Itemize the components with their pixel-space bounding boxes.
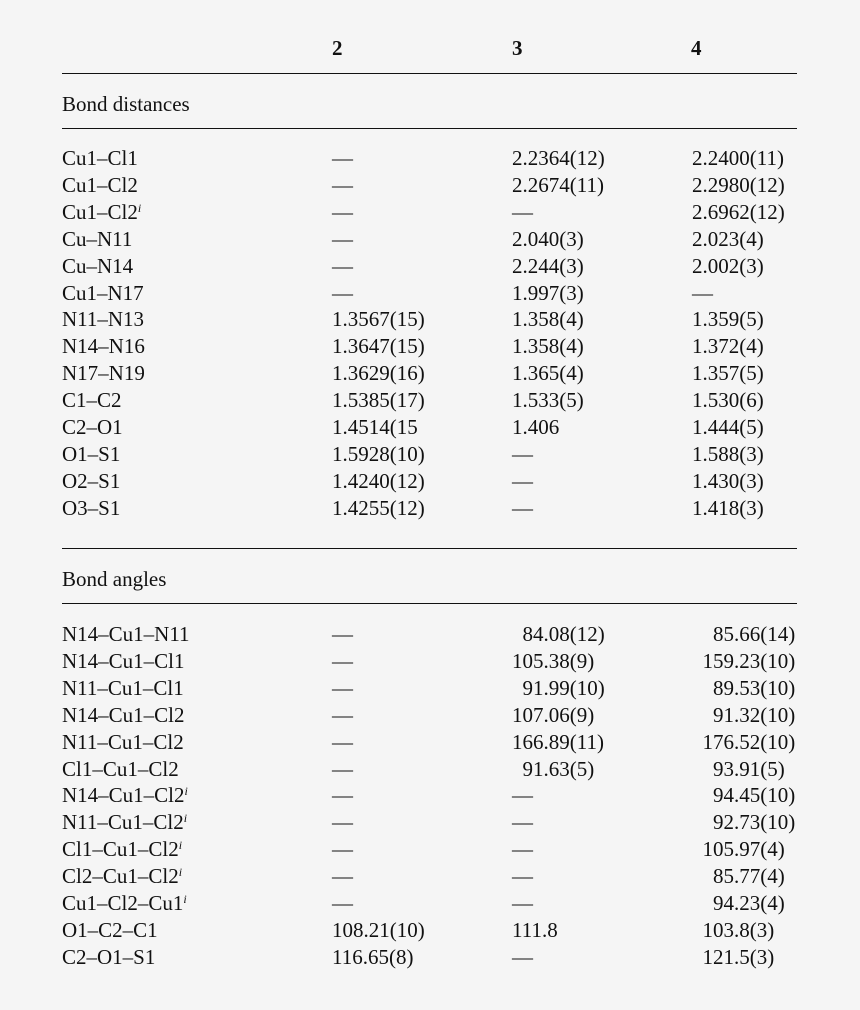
table-row <box>62 648 818 675</box>
value-cell-compound-4: 176.52(10) <box>702 729 796 754</box>
bond-label-cell <box>62 333 332 360</box>
value-cell-compound-4: 1.359(5) <box>692 307 764 332</box>
value-cell-compound-3: — <box>512 468 533 493</box>
bond-label: Cu1–Cl2 <box>62 172 138 197</box>
bond-label-cell <box>62 809 332 836</box>
bond-label-cell <box>62 863 332 890</box>
bond-label: Cl1–Cu1–Cl2 <box>62 837 179 862</box>
column-header-4: 4 <box>691 36 702 60</box>
value-cell-compound-3: 91.63(5) <box>522 756 595 781</box>
bond-label: N17–N19 <box>62 361 145 386</box>
value-cell-compound-2: — <box>332 226 353 251</box>
bond-label: N14–Cu1–Cl2 <box>62 702 185 727</box>
symmetry-superscript: i <box>178 865 183 880</box>
value-cell-compound-3: — <box>512 810 533 835</box>
value-cell-compound-3: 84.08(12) <box>522 622 605 646</box>
bond-label-cell <box>62 890 332 917</box>
value-cell-compound-2: 1.3567(15) <box>332 307 425 332</box>
bond-label-cell <box>62 468 332 495</box>
bond-label: Cu–N11 <box>62 226 133 251</box>
bond-label-cell <box>62 172 332 199</box>
table-row <box>62 675 818 702</box>
bond-label-cell <box>62 360 332 387</box>
bond-label-cell <box>62 414 332 441</box>
table-row <box>62 145 797 172</box>
bond-label: C2–O1 <box>62 415 123 440</box>
value-cell-compound-3: 166.89(11) <box>512 729 604 754</box>
value-cell-compound-2: 1.5928(10) <box>332 441 425 466</box>
table-row <box>62 360 797 387</box>
value-cell-compound-2: — <box>332 702 353 727</box>
bond-label: N11–N13 <box>62 307 145 332</box>
section-title-bond-distances: Bond distances <box>62 92 190 116</box>
table-row <box>62 468 797 495</box>
value-cell-compound-4: 85.66(14) <box>713 622 796 646</box>
value-cell-compound-3: 2.244(3) <box>512 253 584 278</box>
value-cell-compound-4: 103.8(3) <box>702 917 775 942</box>
symmetry-superscript: i <box>183 811 188 826</box>
value-cell-compound-3: — <box>512 783 533 808</box>
bond-label-cell <box>62 648 332 675</box>
symmetry-superscript: i <box>184 784 188 799</box>
table-row <box>62 782 818 809</box>
bond-label: N11–Cu1–Cl2 <box>62 810 184 835</box>
bond-label-cell <box>62 944 332 971</box>
bond-label: Cl2–Cu1–Cl2 <box>62 864 179 889</box>
bond-label: Cu–N14 <box>62 253 134 278</box>
value-cell-compound-4: 94.45(10) <box>713 783 796 808</box>
bond-label-cell <box>62 495 332 522</box>
table-row <box>62 917 818 944</box>
section-divider-rule <box>62 548 797 549</box>
value-cell-compound-2: — <box>332 648 353 673</box>
bond-label-cell <box>62 621 332 648</box>
table-row <box>62 441 797 468</box>
symmetry-superscript: i <box>183 892 187 907</box>
table-row <box>62 621 818 648</box>
bond-label-cell <box>62 306 332 333</box>
value-cell-compound-3: 105.38(9) <box>512 648 595 673</box>
table-row <box>62 199 797 226</box>
value-cell-compound-4: 2.6962(12) <box>692 199 785 224</box>
bond-label-cell <box>62 145 332 172</box>
value-cell-compound-2: — <box>332 891 353 916</box>
value-cell-compound-3: — <box>512 837 533 862</box>
bond-label-cell <box>62 675 332 702</box>
table-row <box>62 253 797 280</box>
value-cell-compound-2: 1.3629(16) <box>332 361 425 386</box>
bond-label-cell <box>62 441 332 468</box>
bond-label: N14–Cu1–Cl1 <box>62 648 185 673</box>
table-row <box>62 729 818 756</box>
table-row <box>62 756 818 783</box>
value-cell-compound-3: 2.2674(11) <box>512 172 604 197</box>
value-cell-compound-3: 1.997(3) <box>512 280 584 305</box>
value-cell-compound-3: — <box>512 495 533 520</box>
table-row <box>62 306 797 333</box>
value-cell-compound-3: 111.8 <box>512 917 558 942</box>
value-cell-compound-4: 1.588(3) <box>692 441 764 466</box>
bond-label-cell <box>62 280 332 307</box>
bond-label: N14–Cu1–N11 <box>62 622 190 646</box>
bond-label: Cu1–Cl2–Cu1 <box>62 891 184 916</box>
value-cell-compound-2: — <box>332 622 353 646</box>
value-cell-compound-3: 107.06(9) <box>512 702 595 727</box>
value-cell-compound-4: 2.023(4) <box>692 226 764 251</box>
table-row <box>62 280 797 307</box>
bond-distances-table <box>62 145 797 522</box>
table-row <box>62 172 797 199</box>
table-row <box>62 809 818 836</box>
table-row <box>62 890 818 917</box>
value-cell-compound-2: 1.3647(15) <box>332 334 425 359</box>
bond-label: N11–Cu1–Cl2 <box>62 729 184 754</box>
value-cell-compound-2: — <box>332 280 353 305</box>
bond-label: Cu1–Cl2 <box>62 199 138 224</box>
value-cell-compound-4: 2.002(3) <box>692 253 764 278</box>
value-cell-compound-3: — <box>512 199 533 224</box>
value-cell-compound-4: 1.357(5) <box>692 361 764 386</box>
table-row <box>62 702 818 729</box>
value-cell-compound-4: — <box>692 280 713 305</box>
table-row <box>62 944 818 971</box>
bond-label: O1–C2–C1 <box>62 917 158 942</box>
bond-label-cell <box>62 387 332 414</box>
value-cell-compound-3: — <box>512 441 533 466</box>
value-cell-compound-3: — <box>512 944 533 969</box>
table-row <box>62 495 797 522</box>
table-row <box>62 333 797 360</box>
value-cell-compound-2: — <box>332 146 353 170</box>
bond-label-cell <box>62 782 332 809</box>
bond-label: N14–N16 <box>62 334 145 359</box>
table-row <box>62 226 797 253</box>
value-cell-compound-2: 108.21(10) <box>332 917 425 942</box>
value-cell-compound-3: 1.358(4) <box>512 307 584 332</box>
value-cell-compound-3: 2.2364(12) <box>512 146 605 170</box>
value-cell-compound-4: 159.23(10) <box>702 648 796 673</box>
value-cell-compound-2: — <box>332 172 353 197</box>
table-row <box>62 414 797 441</box>
bond-label: N14–Cu1–Cl2 <box>62 783 185 808</box>
table-row <box>62 387 797 414</box>
value-cell-compound-4: 1.372(4) <box>692 334 764 359</box>
value-cell-compound-4: 2.2400(11) <box>692 146 784 170</box>
value-cell-compound-2: — <box>332 756 353 781</box>
bond-label-cell <box>62 756 332 783</box>
value-cell-compound-4: 2.2980(12) <box>692 172 785 197</box>
value-cell-compound-2: 1.4255(12) <box>332 495 425 520</box>
value-cell-compound-2: — <box>332 199 353 224</box>
section-rule-angles <box>62 603 797 604</box>
bond-label-cell <box>62 253 332 280</box>
bond-label-cell <box>62 836 332 863</box>
value-cell-compound-3: 1.365(4) <box>512 361 584 386</box>
value-cell-compound-3: 1.406 <box>512 415 560 440</box>
value-cell-compound-2: 1.5385(17) <box>332 388 425 413</box>
value-cell-compound-4: 93.91(5) <box>713 756 785 781</box>
bond-label: N11–Cu1–Cl1 <box>62 675 184 700</box>
bond-label-cell <box>62 226 332 253</box>
column-header-2: 2 <box>332 36 343 60</box>
value-cell-compound-4: 92.73(10) <box>713 810 796 835</box>
table-row <box>62 836 818 863</box>
value-cell-compound-2: — <box>332 253 353 278</box>
value-cell-compound-4: 89.53(10) <box>713 675 796 700</box>
value-cell-compound-4: 94.23(4) <box>713 891 785 916</box>
value-cell-compound-3: 1.358(4) <box>512 334 584 359</box>
bond-label: O2–S1 <box>62 468 121 493</box>
bond-label-cell <box>62 917 332 944</box>
value-cell-compound-4: 121.5(3) <box>702 944 775 969</box>
bond-label: O1–S1 <box>62 441 121 466</box>
value-cell-compound-3: — <box>512 891 533 916</box>
value-cell-compound-2: 1.4240(12) <box>332 468 425 493</box>
bond-label: C1–C2 <box>62 388 122 413</box>
table-row <box>62 863 818 890</box>
column-header-3: 3 <box>512 36 523 60</box>
value-cell-compound-4: 1.444(5) <box>692 415 764 440</box>
bond-label: Cu1–Cl1 <box>62 146 138 170</box>
section-title-bond-angles: Bond angles <box>62 567 167 591</box>
value-cell-compound-4: 1.530(6) <box>692 388 764 413</box>
bond-label: Cu1–N17 <box>62 280 144 305</box>
value-cell-compound-4: 91.32(10) <box>713 702 796 727</box>
value-cell-compound-4: 1.430(3) <box>692 468 764 493</box>
bond-label-cell <box>62 729 332 756</box>
symmetry-superscript: i <box>178 838 183 853</box>
symmetry-superscript: i <box>137 200 142 215</box>
header-rule <box>62 73 797 74</box>
value-cell-compound-2: 1.4514(15 <box>332 415 418 440</box>
value-cell-compound-2: — <box>332 864 353 889</box>
value-cell-compound-4: 85.77(4) <box>713 864 785 889</box>
bond-label-cell <box>62 702 332 729</box>
value-cell-compound-4: 105.97(4) <box>702 837 785 862</box>
value-cell-compound-3: 2.040(3) <box>512 226 584 251</box>
value-cell-compound-3: 91.99(10) <box>522 675 605 700</box>
value-cell-compound-3: — <box>512 864 533 889</box>
bond-label-cell <box>62 199 332 226</box>
bond-label: C2–O1–S1 <box>62 944 156 969</box>
value-cell-compound-3: 1.533(5) <box>512 388 584 413</box>
section-rule-top <box>62 128 797 129</box>
bond-angles-table <box>62 621 818 971</box>
value-cell-compound-2: — <box>332 783 353 808</box>
bond-label: Cl1–Cu1–Cl2 <box>62 756 179 781</box>
value-cell-compound-2: — <box>332 810 353 835</box>
value-cell-compound-4: 1.418(3) <box>692 495 764 520</box>
value-cell-compound-2: 116.65(8) <box>332 944 414 969</box>
value-cell-compound-2: — <box>332 729 353 754</box>
value-cell-compound-2: — <box>332 837 353 862</box>
bond-label: O3–S1 <box>62 495 121 520</box>
value-cell-compound-2: — <box>332 675 353 700</box>
